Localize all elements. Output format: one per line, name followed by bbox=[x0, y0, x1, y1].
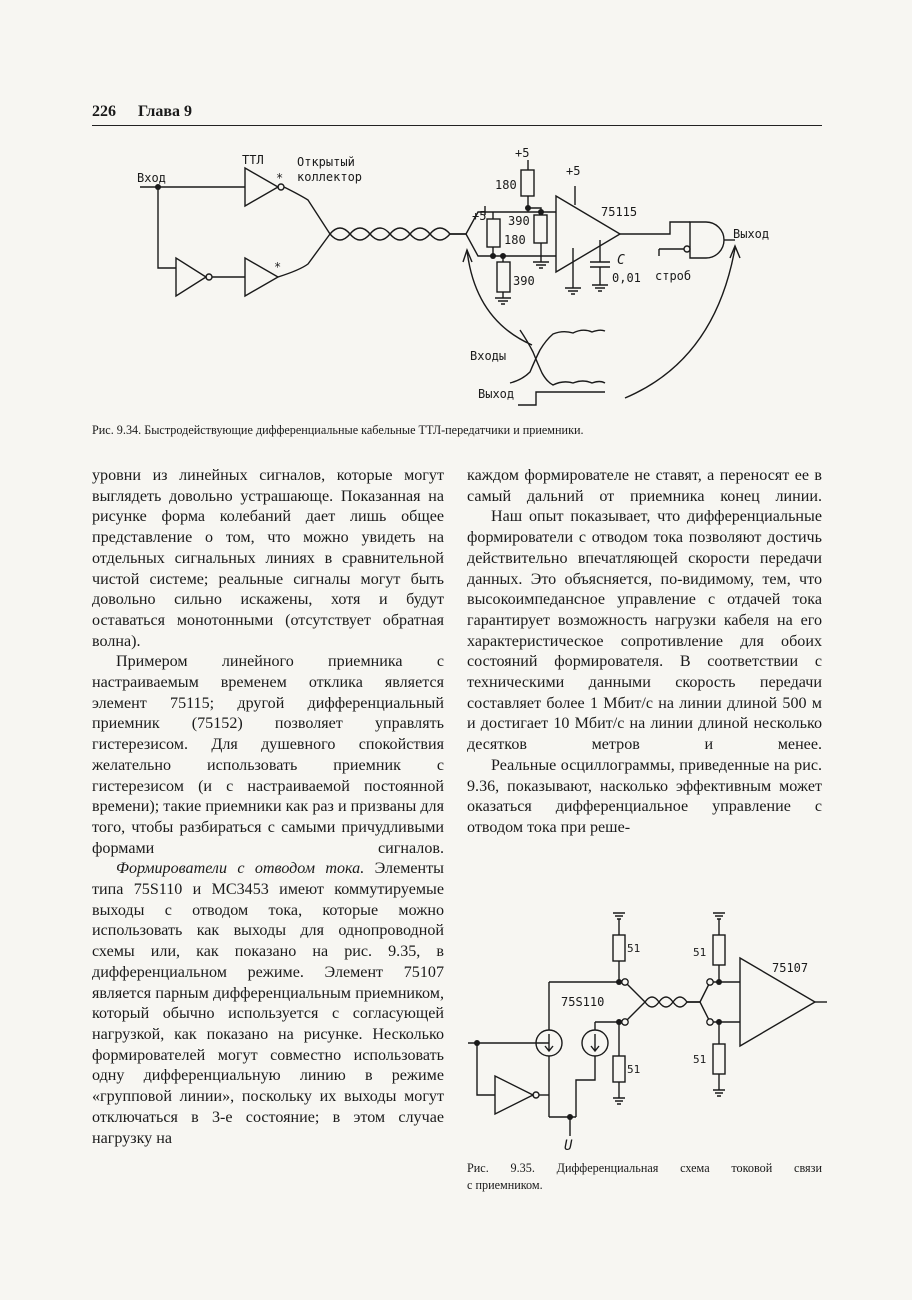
chapter-title: Глава 9 bbox=[138, 103, 192, 120]
fig934-inputs-wave: Входы bbox=[470, 349, 507, 363]
fig934-star-2: * bbox=[274, 260, 282, 274]
right-paragraph-3: Реальные осциллограммы, приведенные на рис. 9.36, показывают, насколько эффективным может оказаться дифференциальное управление с отводом тока при реше- bbox=[467, 756, 822, 836]
fig934-r390-a: 390 bbox=[508, 214, 530, 228]
fig934-cap-value: 0,01 bbox=[612, 271, 641, 285]
page-number: 226 bbox=[92, 103, 116, 120]
fig934-r180-b: 180 bbox=[504, 233, 526, 247]
fig934-open-collector-2: коллектор bbox=[297, 170, 363, 184]
fig935-r51-right-bottom: 51 bbox=[693, 1053, 707, 1066]
fig934-input-label: Вход bbox=[137, 171, 166, 185]
fig935-driver-chip: 75S110 bbox=[561, 995, 605, 1009]
section-heading-current-sink: Формирователи с отводом тока. bbox=[116, 860, 365, 878]
fig934-chip-75115: 75115 bbox=[601, 205, 638, 219]
left-paragraph-3-text: Элементы типа 75S110 и MC3453 имеют коммутируемые выходы с отводом тока, которые можно использовать как выходы для однопроводной схемы или, как показано на рис. 9.35, в дифференциальном режиме. Элемент 75107 является парным дифференциальным приемником, который обычно используется с согласующей нагрузкой, как показано на рисунке. Несколько формирователей могут совместно использовать одну дифференциальную линию в режиме «групповой линии», поскольку их выходы могут отключаться в 3-е состояние; в этом случае нагрузку на bbox=[92, 860, 444, 1147]
fig934-ttl-label: ТТЛ bbox=[242, 153, 264, 167]
figure-9-35-caption-line-2: с приемником. bbox=[467, 1178, 543, 1192]
figure-9-35-caption-line-1: Рис. 9.35. Дифференциальная схема токовой связи bbox=[467, 1161, 822, 1175]
fig934-plus5-a: +5 bbox=[515, 146, 530, 160]
fig935-r51-right-top: 51 bbox=[693, 946, 707, 959]
fig934-output-wave: Выход bbox=[478, 387, 515, 401]
fig935-r51-bottom: 51 bbox=[627, 1063, 641, 1076]
fig934-output: Выход bbox=[733, 227, 770, 241]
fig934-star-1: * bbox=[276, 171, 284, 185]
fig935-u-label: U bbox=[564, 1138, 573, 1154]
left-paragraph-2: Примером линейного приемника с настраиваемым временем отклика является элемент 75115; другой дифференциальный приемник (75152) позволяет управлять гистерезисом. Для душевного спокойствия желательно использовать приемник с гистерезисом (и с настраиваемой постоянной времени); такие приемники как раз и призваны для того, чтобы разбираться с самыми причудливыми формами сигналов. bbox=[92, 653, 444, 857]
right-paragraph-1: каждом формирователе не ставят, а переносят ее в самый дальний от приемника конец линии. bbox=[467, 467, 822, 505]
left-paragraph-1: уровни из линейных сигналов, которые могут выглядеть довольно устрашающе. Показанная на рисунке форма колебаний дает лишь общее представление о том, что можно увидеть на отдельных сигнальных линиях в сравнительной чистой системе; реальные сигналы могут быть довольно сильно искажены, хотя и будут оставаться монотонными (отсутствует обратная волна). bbox=[92, 467, 444, 650]
figure-9-35-caption bbox=[467, 1160, 822, 1194]
fig934-r390-b: 390 bbox=[513, 274, 535, 288]
fig934-open-collector-1: Открытый bbox=[297, 155, 355, 169]
right-paragraph-2: Наш опыт показывает, что дифференциальные формирователи с отводом тока позволяют достичь действительно впечатляющей скорости передачи данных. Это объясняется, по-видимому, тем, что высокоимпедансное управление с отдачей тока гарантирует возможность нагрузки кабеля на его характеристическое сопротивление для обоих состояний формирователя. В соответствии с техническими данными скорость передачи составляет более 1 Мбит/с на линии длиной 500 м и достигает 10 Мбит/с на линии длиной несколько десятков метров и менее. bbox=[467, 508, 822, 754]
fig935-receiver-chip: 75107 bbox=[772, 961, 809, 975]
figure-9-34-caption: Рис. 9.34. Быстродействующие дифференциальные кабельные ТТЛ-передатчики и приемники. bbox=[92, 423, 584, 437]
fig935-r51-top: 51 bbox=[627, 942, 641, 955]
fig934-r180-a: 180 bbox=[495, 178, 517, 192]
fig934-plus5-c: +5 bbox=[472, 209, 487, 223]
fig934-strobe: строб bbox=[655, 269, 692, 283]
fig934-cap-c: C bbox=[617, 253, 625, 268]
fig934-plus5-b: +5 bbox=[566, 164, 581, 178]
